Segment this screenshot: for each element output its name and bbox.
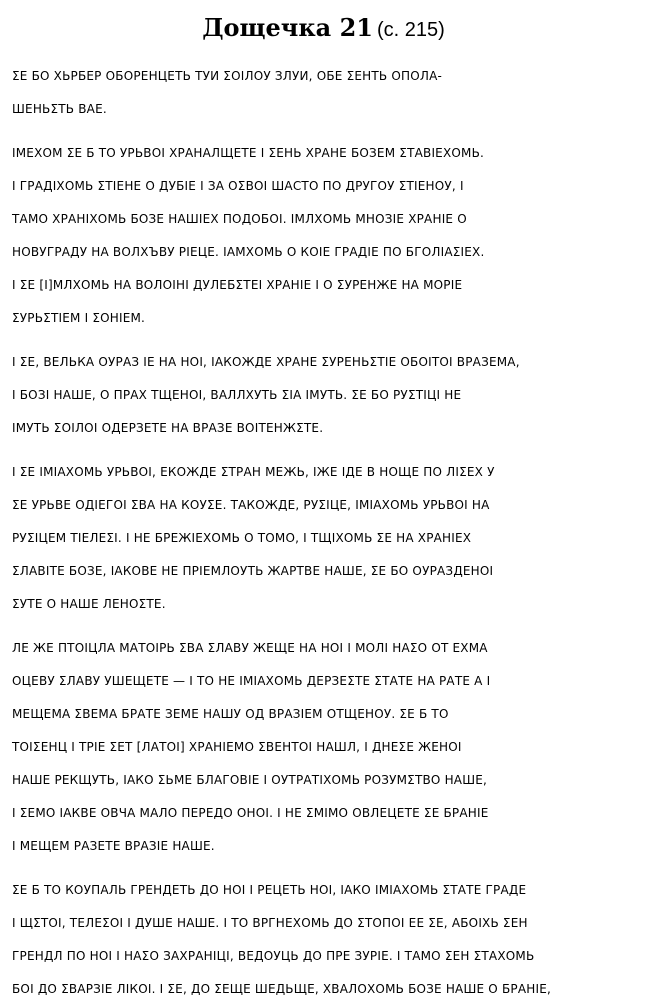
paragraph-2: ΙМЕХОМ ΣΕ Б ТО УРЬВОΙ ХРАНАЛЩΕТΕ Ι ΣЕНЬ ХРАНΕ БОЗЕМ ΣТАВΙΕХОМЬ. Ι ГPАДΙХОМЬ ΣТΙЕНΕ О ДУБΙΕ Ι ЗА ΟΣВОΙ ШАСТО ПО ДPУГОУ ΣТΙЕНОУ, Ι ТАМО ХРАНΙХОМЬ БОЗΕ НАШΙЕХ ПОДОБОΙ. ΙМЛХОМЬ МНОЗΙΕ ХРАНΙΕ О НОВУГPАДУ НА ВОЛХЪВУ РΙΕЦΕ. ΙАМХОМЬ О КОΙΕ ГРАДΙΕ ПО БГОЛΙΑΣΙЕХ. Ι ΣΕ [Ι]МЛХОМЬ НА ВОЛОΙНΙ ДУЛΕБΣТΕΙ ХРАНΙΕ Ι О ΣУРЕНЖЕ НА МОPΙΕ ΣУРЬΣТΙЕМ Ι ΣΟНΙЕМ. — [12, 146, 485, 325]
paragraph-3: Ι ΣΕ, ВЕЛЬКА ОУРАЗ ΙΕ НА НОΙ, ΙАКОЖДЕ ХРАНΕ ΣУРЕНЬΣТΙΕ ОБОΙТОΙ ВРАЗЕМА, Ι БОЗΙ НАШΕ, О ПРАХ ТЩЕНОΙ, ВАЛЛХУТЬ ΣΙА ΙМУТЬ. ΣΕ БО РУΣТΙЦΙ НΕ ΙМУТЬ ΣОΙЛОΙ ОДЕРЗΕТΕ НА ВРАЗΕ ВОΙТЕНЖΣТΕ. — [12, 355, 520, 435]
paragraph-5: ЛЕ ЖЕ ПТОΙЦЛА МАТОΙРЬ ΣВА ΣЛАВУ ЖЕЩЕ НА НОΙ Ι МОЛΙ НАΣО ОТ ΕХМА ОЦЕВУ ΣЛАВУ УШΕЩΕТΕ — Ι ТО НΕ ΙМΙАХОМЬ ДЕРЗΕΣТΕ ΣТАТΕ НА РАТΕ А Ι МΕЩЕМА ΣВЕМА БРАТΕ ЗЕМΕ НАШУ ОД ВРАЗΙЕМ ОТЩЕНОУ. ΣΕ Б ТО ТОΙΣЕНЦ Ι ТРΙΕ ΣΕТ [ЛАТОΙ] ХРАНΙЕМО ΣВΕНТОΙ НАШЛ, Ι ДНΕΣΕ ЖЕНОΙ НАШΕ РЕКЩУТЬ, ΙАКО ΣЬМЕ БЛАГОВΙΕ Ι ОУТРАТΙХОМЬ РОЗУМΣТВО НАШΕ, Ι ΣЕМО ΙАКВЕ ОВЧА МАЛО ПЕРЕДО ОНОΙ. Ι НΕ ΣМΙМО ОВЛΕЦΕТΕ ΣΕ БРАНΙΕ Ι МΕЩЕМ РАЗΕТΕ ВРАЗΙΕ НАШΕ. — [12, 641, 491, 853]
page-title: Дощечка 21 — [202, 13, 373, 42]
paragraph-6: ΣΕ Б ТО КОУПАЛЬ ГРЕНДΕТЬ ДО НОΙ Ι РΕЦΕТЬ НОΙ, ΙАКО ΙМΙАХОМЬ ΣТАТΕ ГРАДΕ Ι ЩΣТОΙ, ТЕЛΕΣОΙ Ι ДУШΕ НАШΕ. Ι ТО ВРГНΕХОМЬ ДО ΣТОПОΙ ΕΕ ΣΕ, АБОΙХЬ ΣΕН ГРЕНДЛ ПО НОΙ Ι НАΣО ЗАХРАНΙЦΙ, ВЕДОУЦЬ ДО ПРЕ ЗУРΙΕ. Ι ТАМО ΣΕН ΣТАХОМЬ БОΙ ДО ΣВАРЗΙΕ ЛΙКОΙ. Ι ΣΕ, ДО ΣΕЩΕ ШЕДЬЩΕ, ХВАЛОХОМЬ БОЗΕ НАШΕ О БРАНΙΕ, — [12, 883, 551, 996]
page-reference: (с. 215) — [376, 19, 445, 41]
page-heading — [12, 8, 635, 48]
paragraph-4: Ι ΣΕ ΙМΙАХОМЬ УРЬВОΙ, ΕКОЖДЕ ΣТРАН МЕЖЬ, ΙЖЕ ΙДЕ В НОЩЕ ПО ЛΙΣΕХ У ΣΕ УРЬВΕ ОДΙΕГОΙ ΣВА НА КОУΣΕ. ТАКОЖДЕ, РУΣΙЦЕ, ΙМΙАХОМЬ УРЬВОΙ НА РУΣΙЦЕМ ТΙЕЛΕΣΙ. Ι НΕ БРЕЖΙΕХОМЬ О ТОМО, Ι ТЩΙХОМЬ ΣΕ НА ХРАНΙΕХ ΣЛАВΙТΕ БОЗΕ, ΙАКОВЕ НΕ ПРΙΕМЛОУТЬ ЖАРТВЕ НАШΕ, ΣΕ БО ОУРАЗДΕНОΙ ΣУТΕ О НАШΕ ЛЕНОΣТΕ. — [12, 465, 495, 611]
paragraph-1: ΣΕ БО ХЬРБЕР ОБОPЕНЦΕТЬ ТУИ ΣОΙЛОУ ЗЛУИ, ОБΕ ΣΕНТЬ ОПОЛА- ШЕНЬΣТЬ ВАЕ. — [12, 69, 443, 116]
